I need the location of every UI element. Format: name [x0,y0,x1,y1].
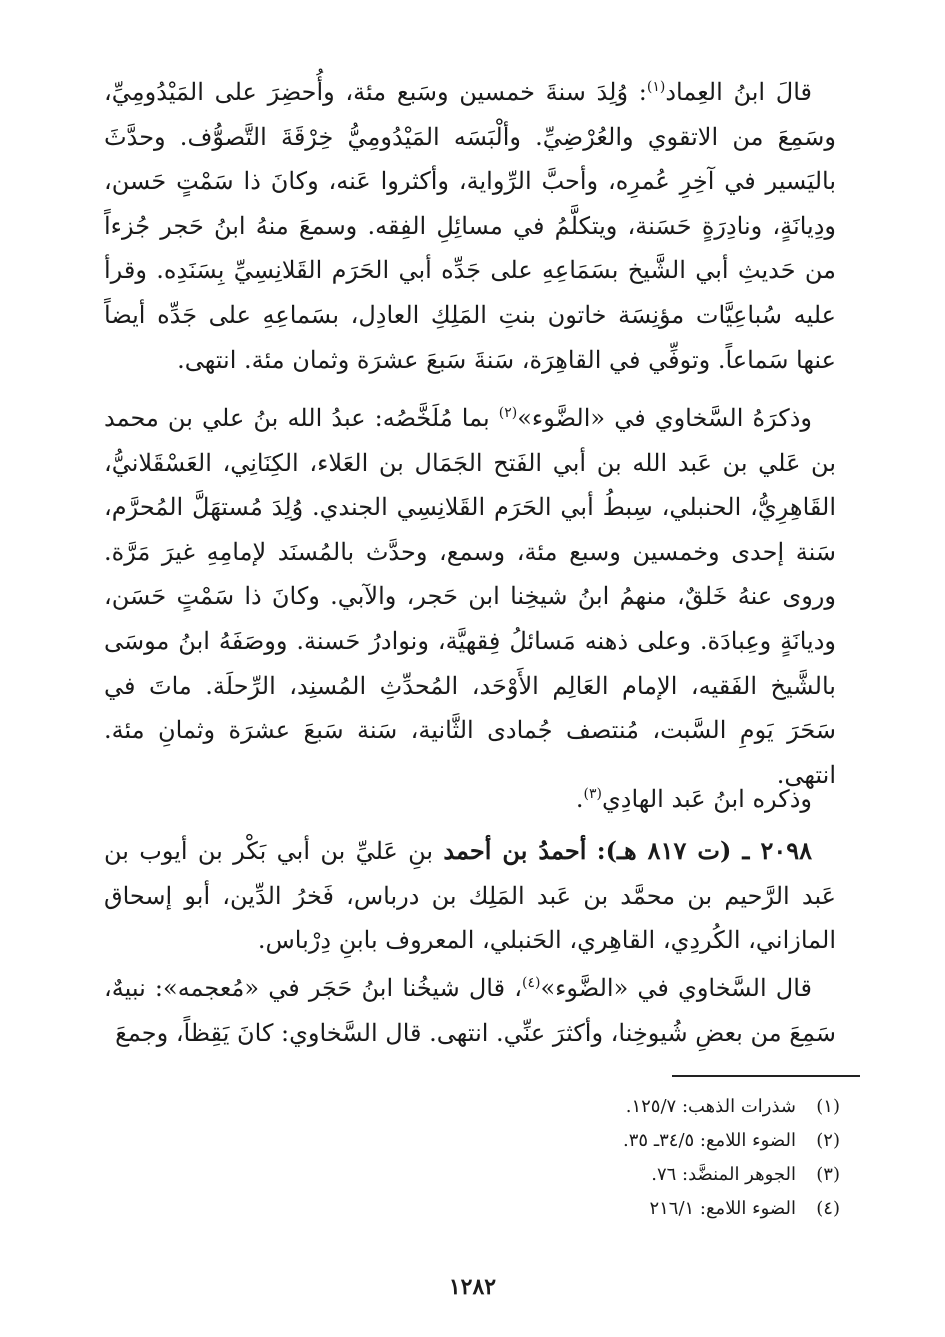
paragraph-text: قال السَّخاوي في «الضَّوء» [540,974,812,1002]
footnote-ref-2[interactable]: (٢) [498,405,518,421]
footnote-number: (٣) [816,1164,840,1185]
paragraph-text: . [575,785,584,813]
page-number: ١٢٨٢ [448,1274,497,1300]
entry-name: أحمدُ بن أحمد [443,836,587,865]
footnote-text: الجوهر المنضَّد: ٧٦. [651,1164,796,1185]
biography-entry [104,829,836,963]
footnote-item [420,1124,840,1158]
paragraph-text: قالَ ابنُ العِماد [665,78,813,106]
footnote-text: الضوء اللامع: ٢١٦/١ [649,1198,796,1219]
footnote-text: الضوء اللامع: ٣٤/٥ـ ٣٥. [623,1130,796,1151]
footnote-item [420,1192,840,1226]
paragraph-text: وذكره ابنُ عَبد الهادِي [601,785,812,813]
paragraph-ibn-al-imad [104,70,836,382]
footnote-number: (١) [816,1096,840,1117]
paragraph-text: : وُلِدَ سنةَ خمسين وسَبع مئة، وأُحضِرَ على المَيْدُومِيِّ، وسَمِعَ من الاتقوي والعُرْضِيِّ. وألْبَسَه المَيْدُومِيُّ خِرْقَةَ التَّصوُّف. وحدَّثَ باليَسير في آخِرِ عُمرِه، وأحبَّ الرِّواية، وأكثروا عَنه، وكانَ ذا سَمْتٍ حَسن، ودِيانَةٍ، ونادِرَةٍ حَسَنة، ويتكلَّمُ في مسائِلِ الفِقه. وسمعَ منهُ ابنُ حَجر جُزءاً من حَديثِ أبي الشَّيخ بسَمَاعِهِ على جَدِّه أبي الحَرَم القَلانِسِيِّ بِسَنَدِه. وقرأ عليه سُباعِيَّات مؤنِسَة خاتون بنتِ المَلِكِ العادِل، بسَماعِهِ على جَدِّه أيضاً عنها سَماعاً. وتوفِّي في القاهِرَة، سَنةَ سَبعَ عشرَة وثمان مئة. انتهى. [104,78,836,374]
paragraph-sakhawi-biography [104,396,836,797]
footnotes [420,1090,840,1226]
entry-number: ٢٠٩٨ ـ (ت ٨١٧ هـ): [596,836,812,865]
paragraph-ibn-abd-al-hadi [104,777,836,822]
paragraph-text: ، قال شيخُنا ابنُ حَجَر في «مُعجمه»: نبيهٌ، سَمِعَ من بعضِ شُيوخِنا، وأكثرَ عنِّي. انتهى. قال السَّخاوي: كانَ يَقِظاً، وجمعَ [104,974,836,1047]
paragraph-text: وذكرَهُ السَّخاوي في «الضَّوء» [517,404,812,432]
footnote-ref-4[interactable]: (٤) [521,975,541,991]
entry-text: بنِ عَليِّ بن أبي بَكْر بن أيوب بن عَبد الرَّحيم بن محمَّد بن عَبد المَلِك بن درباس، فَخرُ الدِّين، أبو إسحاق المازاني، الكُردِي، القاهِري، الحَنبلي، المعروف بابنِ دِرْباس. [104,837,836,955]
footnote-number: (٢) [816,1130,840,1151]
footnote-number: (٤) [816,1198,840,1219]
footnote-ref-3[interactable]: (٣) [583,786,602,802]
footnote-item [420,1158,840,1192]
footnote-item [420,1090,840,1124]
footnote-divider [672,1075,860,1077]
footnote-ref-1[interactable]: (١) [646,79,666,95]
paragraph-text: بما مُلَخَّصُه: عبدُ الله بنُ علي بن محمد بن عَلي بن عَبد الله بن أبي الفَتح الجَمَال بن العَلاء، الكِنَانِي، العَسْقَلانيُّ، القَاهِرِيُّ، الحنبلي، سِبطُ أبي الحَرَم القَلانِسِي الجندي. وُلِدَ مُستهَلَّ المُحرَّم، سَنة إحدى وخمسين وسبع مئة، وسمع، وحدَّث بالمُسنَد لإمامِهِ غيرَ مَرَّة. وروى عنهُ خَلقٌ، منهمُ ابنُ شيخِنا ابن حَجر، والآبي. وكانَ ذا سَمْتٍ حَسَن، وديانَةٍ وعِبادَة. وعلى ذهنه مَسائلُ فِقهيَّة، ونوادرُ حَسنة. ووصَفَهُ ابنُ موسَى بالشَّيخ الفَقيه، الإمام العَالِم الأَوْحَد، المُحدِّثِ المُسنِد، الرِّحلَة. ماتَ في سَحَرَ يَومِ السَّبت، مُنتصف جُمادى الثَّانية، سَنة سَبعَ عشرَة وثمانِ مئة. انتهى. [104,404,836,789]
paragraph-sakhawi-quote [104,966,836,1055]
footnote-text: شذرات الذهب: ١٢٥/٧. [625,1096,796,1117]
